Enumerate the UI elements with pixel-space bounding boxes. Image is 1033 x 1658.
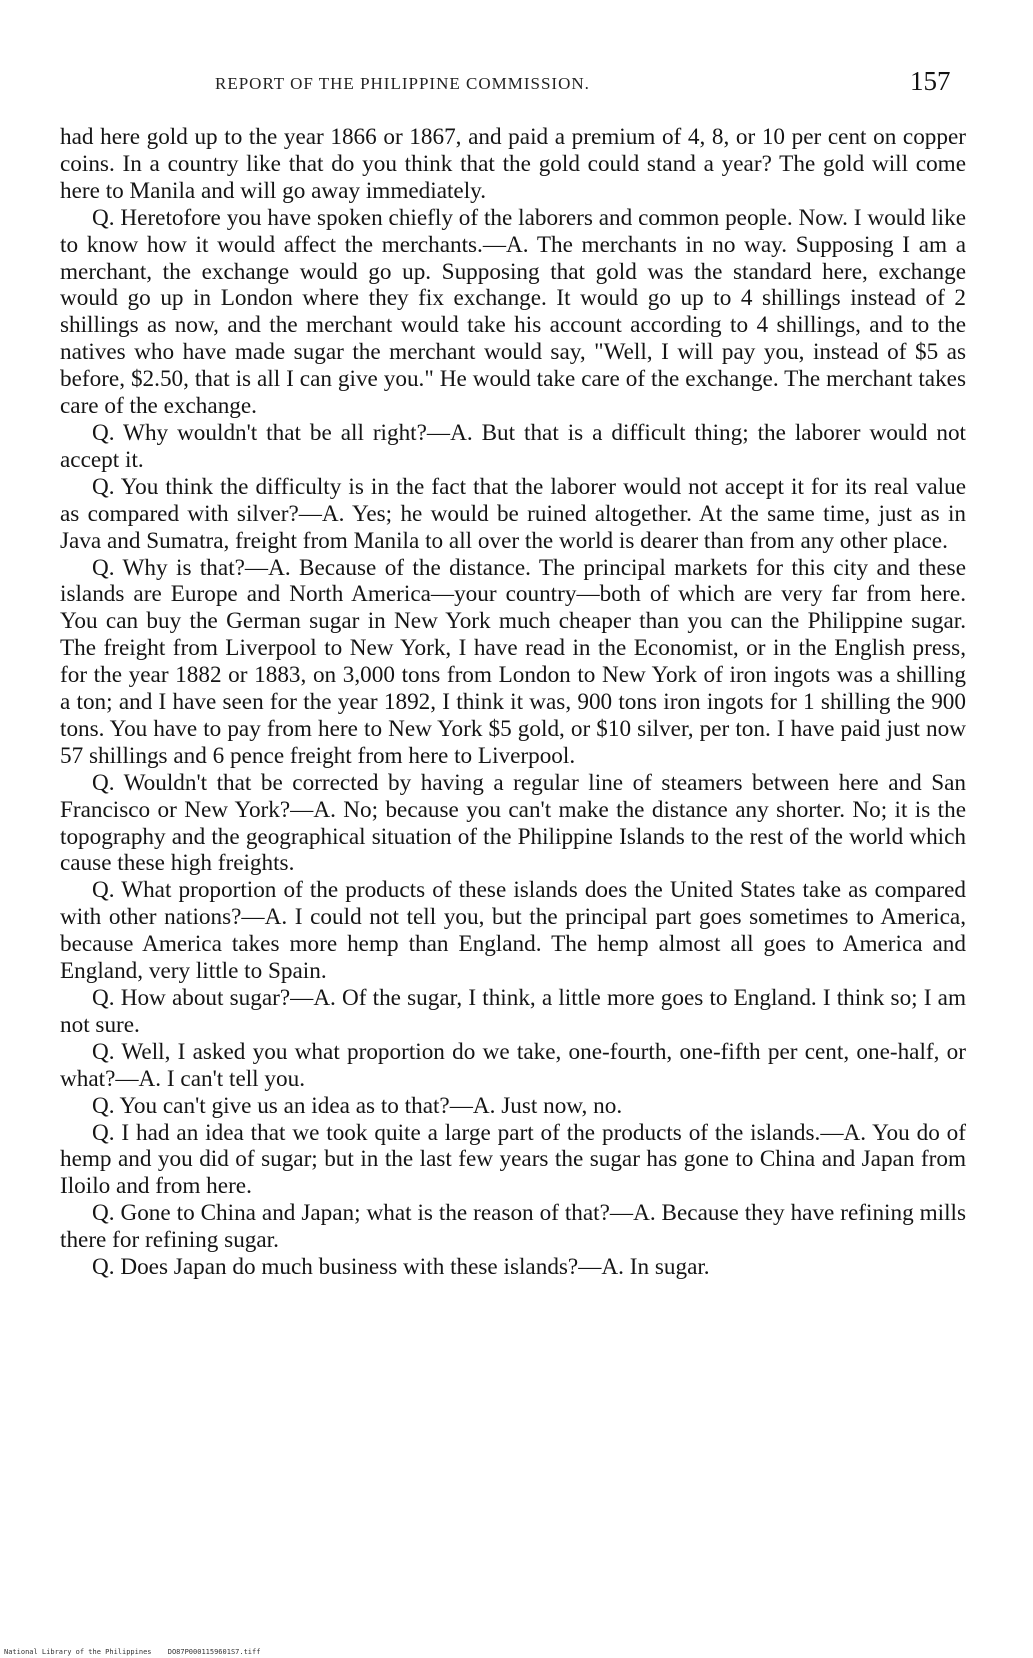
- paragraph: Q. Well, I asked you what proportion do we take, one-fourth, one-fifth per cent, one-half, or what?—A. I can't tell you.: [60, 1038, 966, 1092]
- footer-file: DO87P0001159601S7.tiff: [167, 1648, 261, 1656]
- paragraph: Q. Gone to China and Japan; what is the reason of that?—A. Because they have refining mills there for refining sugar.: [60, 1200, 966, 1254]
- paragraph: had here gold up to the year 1866 or 1867, and paid a premium of 4, 8, or 10 per cent on copper coins. In a country like that do you think that the gold could stand a year? The gold will come here to Manila and will go away immediately.: [60, 124, 966, 204]
- footer-library: National Library of the Philippines: [4, 1648, 152, 1656]
- scan-footer: [4, 1648, 272, 1656]
- paragraph: Q. Why wouldn't that be all right?—A. But that is a difficult thing; the laborer would not accept it.: [60, 419, 966, 473]
- paragraph: Q. I had an idea that we took quite a large part of the products of the islands.—A. You do of hemp and you did of sugar; but in the last few years the sugar has gone to China and Japan from Iloilo and from here.: [60, 1119, 966, 1200]
- paragraph: Q. How about sugar?—A. Of the sugar, I think, a little more goes to England. I think so; I am not sure.: [60, 985, 966, 1038]
- paragraph: Q. You think the difficulty is in the fact that the laborer would not accept it for its real value as compared with silver?—A. Yes; he would be ruined altogether. At the same time, just as in Java and Sumatra, freight from Manila to all over the world is dearer than from any other place.: [60, 473, 966, 554]
- paragraph: Q. Why is that?—A. Because of the distance. The principal markets for this city and these islands are Europe and North America—your country—both of which are very far from here. You can buy the German sugar in New York much cheaper than you can the Philippine sugar. The freight from Liverpool to New York, I have read in the Economist, or in the English press, for the year 1882 or 1883, on 3,000 tons from London to New York of iron ingots was a shilling a ton; and I have seen for the year 1892, I think it was, 900 tons iron ingots for 1 shilling the 900 tons. You have to pay from here to New York $5 gold, or $10 silver, per ton. I have paid just now 57 shillings and 6 pence freight from here to Liverpool.: [60, 554, 966, 769]
- paragraph: Q. Does Japan do much business with these islands?—A. In sugar.: [92, 1254, 710, 1281]
- running-title: REPORT OF THE PHILIPPINE COMMISSION.: [215, 74, 590, 93]
- paragraph: Q. Heretofore you have spoken chiefly of the laborers and common people. Now. I would like to know how it would affect the merchants.—A. The merchants in no way. Supposing I am a merchant, the exchange would go up. Supposing that gold was the standard here, exchange would go up in London where they fix exchange. It would go up to 4 shillings instead of 2 shillings as now, and the merchant would take his account according to 4 shillings, and to the natives who have made sugar the merchant would say, "Well, I will pay you, instead of $5 as before, $2.50, that is all I can give you." He would take care of the exchange. The merchant takes care of the exchange.: [60, 204, 966, 420]
- paragraph: Q. Wouldn't that be corrected by having a regular line of steamers between here and San Francisco or New York?—A. No; because you can't make the distance any shorter. No; it is the topography and the geographical situation of the Philippine Islands to the rest of the world which cause these high freights.: [60, 769, 966, 877]
- paragraph: Q. You can't give us an idea as to that?—A. Just now, no.: [92, 1092, 623, 1119]
- body-text: [60, 124, 966, 1281]
- page-number: 157: [910, 66, 951, 96]
- paragraph: Q. What proportion of the products of these islands does the United States take as compared with other nations?—A. I could not tell you, but the principal part goes sometimes to America, because America takes more hemp than England. The hemp almost all goes to America and England, very little to Spain.: [60, 877, 966, 985]
